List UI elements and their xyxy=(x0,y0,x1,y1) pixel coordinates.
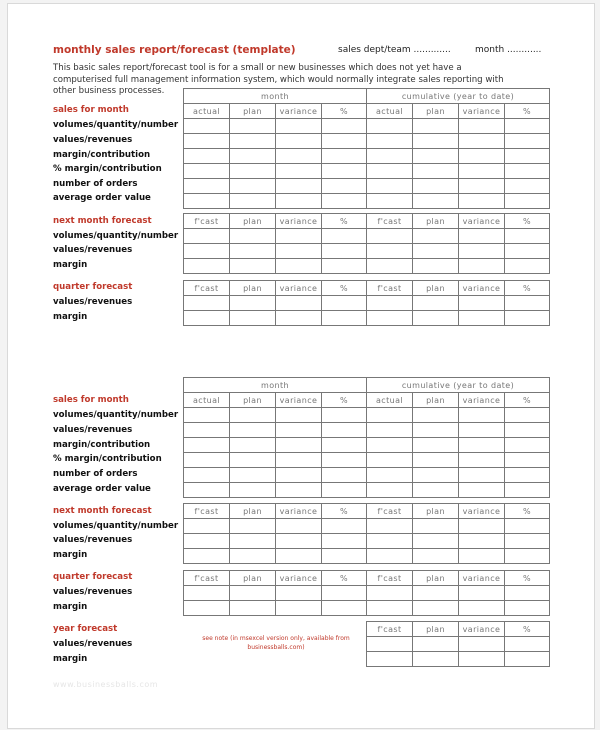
margin-contribution-label: margin/contribution xyxy=(53,150,151,160)
group-header-month: month xyxy=(184,378,367,393)
column-header: f'cast xyxy=(184,504,230,519)
table-cell[interactable] xyxy=(459,586,505,601)
table-cell[interactable] xyxy=(230,423,276,438)
table-cell[interactable] xyxy=(322,179,367,194)
table-cell[interactable] xyxy=(413,453,459,468)
column-header: f'cast xyxy=(367,504,413,519)
table-cell[interactable] xyxy=(413,601,459,616)
table-cell[interactable] xyxy=(459,519,505,534)
table-cell[interactable] xyxy=(459,229,505,244)
table-cell[interactable] xyxy=(505,296,550,311)
table-cell[interactable] xyxy=(413,408,459,423)
column-header: actual xyxy=(367,393,413,408)
column-header: variance xyxy=(459,104,505,119)
table-cell[interactable] xyxy=(505,423,550,438)
next-month-forecast-label: next month forecast xyxy=(53,216,152,226)
table-cell[interactable] xyxy=(230,549,276,564)
table-cell[interactable] xyxy=(505,134,550,149)
table-cell[interactable] xyxy=(505,438,550,453)
pct-margin-label: % margin/contribution xyxy=(53,164,162,174)
column-header: % xyxy=(322,393,367,408)
table-cell[interactable] xyxy=(276,311,322,326)
table-cell[interactable] xyxy=(413,311,459,326)
table-cell[interactable] xyxy=(184,534,230,549)
table-cell[interactable] xyxy=(367,149,413,164)
table-cell[interactable] xyxy=(322,423,367,438)
table-cell[interactable] xyxy=(367,483,413,498)
table-cell[interactable] xyxy=(459,259,505,274)
table-cell[interactable] xyxy=(230,601,276,616)
volumes-label: volumes/quantity/number xyxy=(53,231,179,241)
table-cell[interactable] xyxy=(184,164,230,179)
table-cell[interactable] xyxy=(413,134,459,149)
table-cell[interactable] xyxy=(459,549,505,564)
table-cell[interactable] xyxy=(459,408,505,423)
group-header-cumulative: cumulative (year to date) xyxy=(367,378,550,393)
column-header: plan xyxy=(230,571,276,586)
table-cell[interactable] xyxy=(322,468,367,483)
column-header: f'cast xyxy=(184,281,230,296)
table-cell[interactable] xyxy=(459,453,505,468)
table-cell[interactable] xyxy=(184,453,230,468)
table-cell[interactable] xyxy=(322,586,367,601)
table-cell[interactable] xyxy=(459,637,505,652)
table-cell[interactable] xyxy=(505,164,550,179)
table-cell[interactable] xyxy=(459,483,505,498)
quarter-forecast-table xyxy=(183,280,550,326)
table-cell[interactable] xyxy=(230,311,276,326)
table-cell[interactable] xyxy=(230,164,276,179)
pct-margin-label: % margin/contribution xyxy=(53,454,162,464)
table-cell[interactable] xyxy=(459,601,505,616)
table-cell[interactable] xyxy=(276,134,322,149)
table-cell[interactable] xyxy=(367,652,413,667)
table-cell[interactable] xyxy=(276,468,322,483)
table-cell[interactable] xyxy=(505,453,550,468)
excel-note: see note (in msexcel version only, available from businessballs.com) xyxy=(202,635,350,651)
table-cell[interactable] xyxy=(505,468,550,483)
table-cell[interactable] xyxy=(184,483,230,498)
column-header: variance xyxy=(459,281,505,296)
table-cell[interactable] xyxy=(367,311,413,326)
table-cell[interactable] xyxy=(184,134,230,149)
table-cell[interactable] xyxy=(276,164,322,179)
table-cell[interactable] xyxy=(322,164,367,179)
column-header: plan xyxy=(413,104,459,119)
values-label: values/revenues xyxy=(53,245,133,255)
column-header: plan xyxy=(413,393,459,408)
table-cell[interactable] xyxy=(276,259,322,274)
column-header: plan xyxy=(413,571,459,586)
column-header: % xyxy=(322,214,367,229)
quarter-forecast-label: quarter forecast xyxy=(53,572,133,582)
column-header: % xyxy=(505,214,550,229)
table-cell[interactable] xyxy=(322,483,367,498)
table-cell[interactable] xyxy=(505,637,550,652)
table-cell[interactable] xyxy=(276,179,322,194)
table-cell[interactable] xyxy=(322,149,367,164)
table-cell[interactable] xyxy=(184,423,230,438)
table-cell[interactable] xyxy=(276,549,322,564)
table-cell[interactable] xyxy=(230,244,276,259)
table-cell[interactable] xyxy=(322,601,367,616)
column-header: f'cast xyxy=(184,571,230,586)
table-cell[interactable] xyxy=(230,194,276,209)
next-month-forecast-label: next month forecast xyxy=(53,506,152,516)
table-cell[interactable] xyxy=(413,194,459,209)
values-label: values/revenues xyxy=(53,639,133,649)
table-cell[interactable] xyxy=(276,438,322,453)
column-header: % xyxy=(505,281,550,296)
table-cell[interactable] xyxy=(367,296,413,311)
table-cell[interactable] xyxy=(505,244,550,259)
table-cell[interactable] xyxy=(230,483,276,498)
column-header: plan xyxy=(413,504,459,519)
year-forecast-label: year forecast xyxy=(53,624,118,634)
table-cell[interactable] xyxy=(230,179,276,194)
table-cell[interactable] xyxy=(184,244,230,259)
table-cell[interactable] xyxy=(367,519,413,534)
table-cell[interactable] xyxy=(459,194,505,209)
table-cell[interactable] xyxy=(413,423,459,438)
sales-dept-field: sales dept/team ............. xyxy=(338,45,451,55)
sales-month-table xyxy=(183,377,550,498)
margin-label: margin xyxy=(53,312,88,322)
table-cell[interactable] xyxy=(459,119,505,134)
column-header: actual xyxy=(367,104,413,119)
table-cell[interactable] xyxy=(367,453,413,468)
quarter-forecast-table xyxy=(183,570,550,616)
table-cell[interactable] xyxy=(459,179,505,194)
table-cell[interactable] xyxy=(413,149,459,164)
column-header: actual xyxy=(184,104,230,119)
table-cell[interactable] xyxy=(367,119,413,134)
table-cell[interactable] xyxy=(505,601,550,616)
column-header: % xyxy=(505,571,550,586)
values-label: values/revenues xyxy=(53,535,133,545)
table-cell[interactable] xyxy=(367,601,413,616)
table-cell[interactable] xyxy=(505,534,550,549)
sales-for-month-label: sales for month xyxy=(53,105,129,115)
table-cell[interactable] xyxy=(505,194,550,209)
column-header: plan xyxy=(230,504,276,519)
column-header: variance xyxy=(459,504,505,519)
table-cell[interactable] xyxy=(322,534,367,549)
table-cell[interactable] xyxy=(184,468,230,483)
values-label: values/revenues xyxy=(53,587,133,597)
column-header: variance xyxy=(459,622,505,637)
column-header: variance xyxy=(459,214,505,229)
table-cell[interactable] xyxy=(276,244,322,259)
column-header: % xyxy=(322,571,367,586)
table-cell[interactable] xyxy=(230,468,276,483)
table-cell[interactable] xyxy=(413,229,459,244)
table-cell[interactable] xyxy=(230,259,276,274)
table-cell[interactable] xyxy=(367,549,413,564)
table-cell[interactable] xyxy=(459,149,505,164)
margin-label: margin xyxy=(53,260,88,270)
next-month-forecast-table xyxy=(183,503,550,564)
table-cell[interactable] xyxy=(505,549,550,564)
column-header: % xyxy=(505,393,550,408)
table-cell[interactable] xyxy=(367,534,413,549)
table-cell[interactable] xyxy=(413,534,459,549)
table-cell[interactable] xyxy=(505,586,550,601)
column-header: variance xyxy=(276,393,322,408)
table-cell[interactable] xyxy=(505,408,550,423)
column-header: variance xyxy=(276,104,322,119)
table-cell[interactable] xyxy=(322,194,367,209)
table-cell[interactable] xyxy=(276,519,322,534)
avg-order-label: average order value xyxy=(53,484,151,494)
avg-order-label: average order value xyxy=(53,193,151,203)
table-cell[interactable] xyxy=(413,549,459,564)
table-cell[interactable] xyxy=(322,134,367,149)
table-cell[interactable] xyxy=(367,468,413,483)
column-header: f'cast xyxy=(367,571,413,586)
table-cell[interactable] xyxy=(276,586,322,601)
column-header: actual xyxy=(184,393,230,408)
watermark: www.businessballs.com xyxy=(53,680,159,689)
table-cell[interactable] xyxy=(322,453,367,468)
table-cell[interactable] xyxy=(367,134,413,149)
table-cell[interactable] xyxy=(413,179,459,194)
table-cell[interactable] xyxy=(184,259,230,274)
quarter-forecast-label: quarter forecast xyxy=(53,282,133,292)
group-header-cumulative: cumulative (year to date) xyxy=(367,89,550,104)
month-field: month ............ xyxy=(475,45,542,55)
table-cell[interactable] xyxy=(459,311,505,326)
table-cell[interactable] xyxy=(230,408,276,423)
table-cell[interactable] xyxy=(276,423,322,438)
table-cell[interactable] xyxy=(413,164,459,179)
table-cell[interactable] xyxy=(413,519,459,534)
table-cell[interactable] xyxy=(184,296,230,311)
table-cell[interactable] xyxy=(459,164,505,179)
table-cell[interactable] xyxy=(322,244,367,259)
column-header: f'cast xyxy=(367,622,413,637)
sales-for-month-label: sales for month xyxy=(53,395,129,405)
group-header-month: month xyxy=(184,89,367,104)
table-cell[interactable] xyxy=(230,438,276,453)
table-cell[interactable] xyxy=(505,311,550,326)
table-cell[interactable] xyxy=(322,229,367,244)
column-header: % xyxy=(322,104,367,119)
column-header: % xyxy=(322,504,367,519)
table-cell[interactable] xyxy=(367,408,413,423)
table-cell[interactable] xyxy=(230,534,276,549)
margin-label: margin xyxy=(53,550,88,560)
column-header: % xyxy=(505,622,550,637)
table-cell[interactable] xyxy=(230,453,276,468)
orders-label: number of orders xyxy=(53,469,138,479)
column-header: % xyxy=(322,281,367,296)
column-header: variance xyxy=(276,214,322,229)
table-cell[interactable] xyxy=(184,119,230,134)
volumes-label: volumes/quantity/number xyxy=(53,521,179,531)
column-header: plan xyxy=(413,622,459,637)
table-cell[interactable] xyxy=(413,637,459,652)
table-cell[interactable] xyxy=(413,483,459,498)
table-cell[interactable] xyxy=(459,423,505,438)
margin-contribution-label: margin/contribution xyxy=(53,440,151,450)
table-cell[interactable] xyxy=(184,519,230,534)
table-cell[interactable] xyxy=(230,229,276,244)
table-cell[interactable] xyxy=(413,652,459,667)
table-cell[interactable] xyxy=(276,483,322,498)
year-forecast-table xyxy=(366,621,550,667)
column-header: plan xyxy=(230,104,276,119)
table-cell[interactable] xyxy=(505,652,550,667)
column-header: variance xyxy=(276,504,322,519)
table-cell[interactable] xyxy=(367,229,413,244)
table-cell[interactable] xyxy=(413,259,459,274)
table-cell[interactable] xyxy=(367,164,413,179)
table-cell[interactable] xyxy=(505,229,550,244)
table-cell[interactable] xyxy=(322,519,367,534)
table-cell[interactable] xyxy=(413,468,459,483)
table-cell[interactable] xyxy=(367,179,413,194)
table-cell[interactable] xyxy=(322,311,367,326)
table-cell[interactable] xyxy=(505,119,550,134)
table-cell[interactable] xyxy=(413,296,459,311)
table-cell[interactable] xyxy=(322,438,367,453)
orders-label: number of orders xyxy=(53,179,138,189)
column-header: f'cast xyxy=(367,281,413,296)
table-cell[interactable] xyxy=(367,244,413,259)
table-cell[interactable] xyxy=(276,534,322,549)
table-cell[interactable] xyxy=(505,149,550,164)
table-cell[interactable] xyxy=(505,483,550,498)
table-cell[interactable] xyxy=(413,244,459,259)
table-cell[interactable] xyxy=(367,259,413,274)
table-cell[interactable] xyxy=(184,149,230,164)
table-cell[interactable] xyxy=(459,244,505,259)
table-cell[interactable] xyxy=(230,586,276,601)
table-cell[interactable] xyxy=(230,119,276,134)
values-label: values/revenues xyxy=(53,135,133,145)
table-cell[interactable] xyxy=(505,519,550,534)
table-cell[interactable] xyxy=(322,296,367,311)
column-header: plan xyxy=(230,281,276,296)
table-cell[interactable] xyxy=(322,259,367,274)
table-cell[interactable] xyxy=(322,408,367,423)
column-header: variance xyxy=(459,571,505,586)
table-cell[interactable] xyxy=(184,229,230,244)
table-cell[interactable] xyxy=(276,229,322,244)
margin-label: margin xyxy=(53,602,88,612)
table-cell[interactable] xyxy=(184,408,230,423)
sales-month-table xyxy=(183,88,550,209)
volumes-label: volumes/quantity/number xyxy=(53,410,179,420)
table-cell[interactable] xyxy=(367,586,413,601)
table-cell[interactable] xyxy=(276,119,322,134)
table-cell[interactable] xyxy=(505,179,550,194)
table-cell[interactable] xyxy=(276,194,322,209)
next-month-forecast-table xyxy=(183,213,550,274)
column-header: variance xyxy=(276,281,322,296)
table-cell[interactable] xyxy=(184,179,230,194)
table-cell[interactable] xyxy=(184,438,230,453)
table-cell[interactable] xyxy=(276,296,322,311)
table-cell[interactable] xyxy=(184,586,230,601)
report-title: monthly sales report/forecast (template) xyxy=(53,44,296,56)
table-cell[interactable] xyxy=(322,549,367,564)
values-label: values/revenues xyxy=(53,425,133,435)
volumes-label: volumes/quantity/number xyxy=(53,120,179,130)
values-label: values/revenues xyxy=(53,297,133,307)
column-header: plan xyxy=(230,214,276,229)
column-header: variance xyxy=(459,393,505,408)
table-cell[interactable] xyxy=(322,119,367,134)
table-cell[interactable] xyxy=(459,296,505,311)
table-cell[interactable] xyxy=(276,601,322,616)
table-cell[interactable] xyxy=(459,438,505,453)
column-header: plan xyxy=(413,214,459,229)
table-cell[interactable] xyxy=(276,149,322,164)
intro-text: This basic sales report/forecast tool is for a small or new businesses which does not yet have a computerised full management information system, which would normally integrate sales reporting with other business processes. xyxy=(53,63,504,96)
table-cell[interactable] xyxy=(276,453,322,468)
table-cell[interactable] xyxy=(230,149,276,164)
margin-label: margin xyxy=(53,654,88,664)
table-cell[interactable] xyxy=(367,637,413,652)
table-cell[interactable] xyxy=(230,519,276,534)
table-cell[interactable] xyxy=(367,423,413,438)
column-header: % xyxy=(505,104,550,119)
column-header: f'cast xyxy=(184,214,230,229)
table-cell[interactable] xyxy=(184,601,230,616)
table-cell[interactable] xyxy=(184,549,230,564)
table-cell[interactable] xyxy=(459,134,505,149)
column-header: f'cast xyxy=(367,214,413,229)
table-cell[interactable] xyxy=(413,438,459,453)
table-cell[interactable] xyxy=(459,468,505,483)
table-cell[interactable] xyxy=(276,408,322,423)
table-cell[interactable] xyxy=(367,438,413,453)
table-cell[interactable] xyxy=(505,259,550,274)
table-cell[interactable] xyxy=(459,534,505,549)
table-cell[interactable] xyxy=(230,296,276,311)
column-header: variance xyxy=(276,571,322,586)
table-cell[interactable] xyxy=(184,311,230,326)
column-header: plan xyxy=(230,393,276,408)
table-cell[interactable] xyxy=(230,134,276,149)
table-cell[interactable] xyxy=(367,194,413,209)
table-cell[interactable] xyxy=(413,119,459,134)
column-header: plan xyxy=(413,281,459,296)
table-cell[interactable] xyxy=(184,194,230,209)
table-cell[interactable] xyxy=(413,586,459,601)
table-cell[interactable] xyxy=(459,652,505,667)
column-header: % xyxy=(505,504,550,519)
